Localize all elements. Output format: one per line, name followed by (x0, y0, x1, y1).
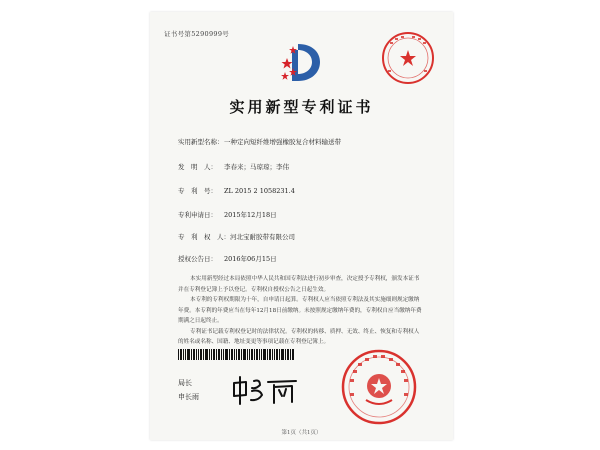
certificate-body-text (178, 274, 423, 348)
application-date-field (178, 210, 277, 219)
field-value: ZL 2015 2 1058231.4 (224, 187, 295, 195)
field-value: 李春来；马琼琼；李伟 (224, 163, 289, 171)
utility-model-name-field (178, 137, 341, 146)
field-label: 专 利 权 人： (178, 233, 230, 241)
patentee-field (178, 232, 295, 241)
certificate-title: 实用新型专利证书 (229, 98, 374, 116)
patent-office-seal-icon (380, 30, 436, 86)
handwritten-signature-icon (230, 373, 304, 407)
field-label: 发 明 人： (178, 163, 217, 171)
field-value: 一种定向短纤维增强橡胶复合材料输送带 (224, 138, 341, 146)
inventor-field (178, 162, 289, 171)
director-label: 局长 (178, 379, 192, 387)
director-name-label: 申长雨 (178, 393, 199, 401)
field-label: 实用新型名称： (178, 138, 224, 146)
body-paragraph: 专利证书记载专利权登记时的法律状况。专利权的转移、质押、无效、终止、恢复和专利权人的姓名或名称、国籍、地址变更等事项记载在专利登记簿上。 (178, 328, 420, 345)
body-paragraph: 本专利的专利权期限为十年，自申请日起算。专利权人应当依照专利法及其实施细则规定缴纳年费。本专利的年费应当在每年12月18日前缴纳。未按照规定缴纳年费的，专利权自应当缴纳年费期满之日起终止。 (178, 297, 422, 324)
field-label: 专 利 号： (178, 187, 217, 195)
page-number: 第1页（共1页） (281, 430, 322, 436)
sipo-logo-icon (278, 40, 324, 86)
certificate-paper (150, 12, 453, 440)
field-value: 2015年12月18日 (224, 211, 277, 219)
field-label: 专利申请日： (178, 211, 217, 219)
field-label: 授权公告日： (178, 255, 217, 263)
certificate-number: 证书号第5290999号 (164, 30, 230, 38)
patent-number-field (178, 186, 295, 195)
field-value: 河北宝耐胶带有限公司 (230, 233, 295, 241)
body-paragraph: 本实用新型经过本局依照中华人民共和国专利法进行初步审查，决定授予专利权，颁发本证书并在专利登记簿上予以登记。专利权自授权公告之日起生效。 (178, 276, 420, 293)
grant-date-field (178, 254, 277, 263)
national-ip-administration-seal-icon (340, 348, 418, 426)
barcode-icon (178, 349, 294, 360)
field-value: 2016年06月15日 (224, 255, 277, 263)
